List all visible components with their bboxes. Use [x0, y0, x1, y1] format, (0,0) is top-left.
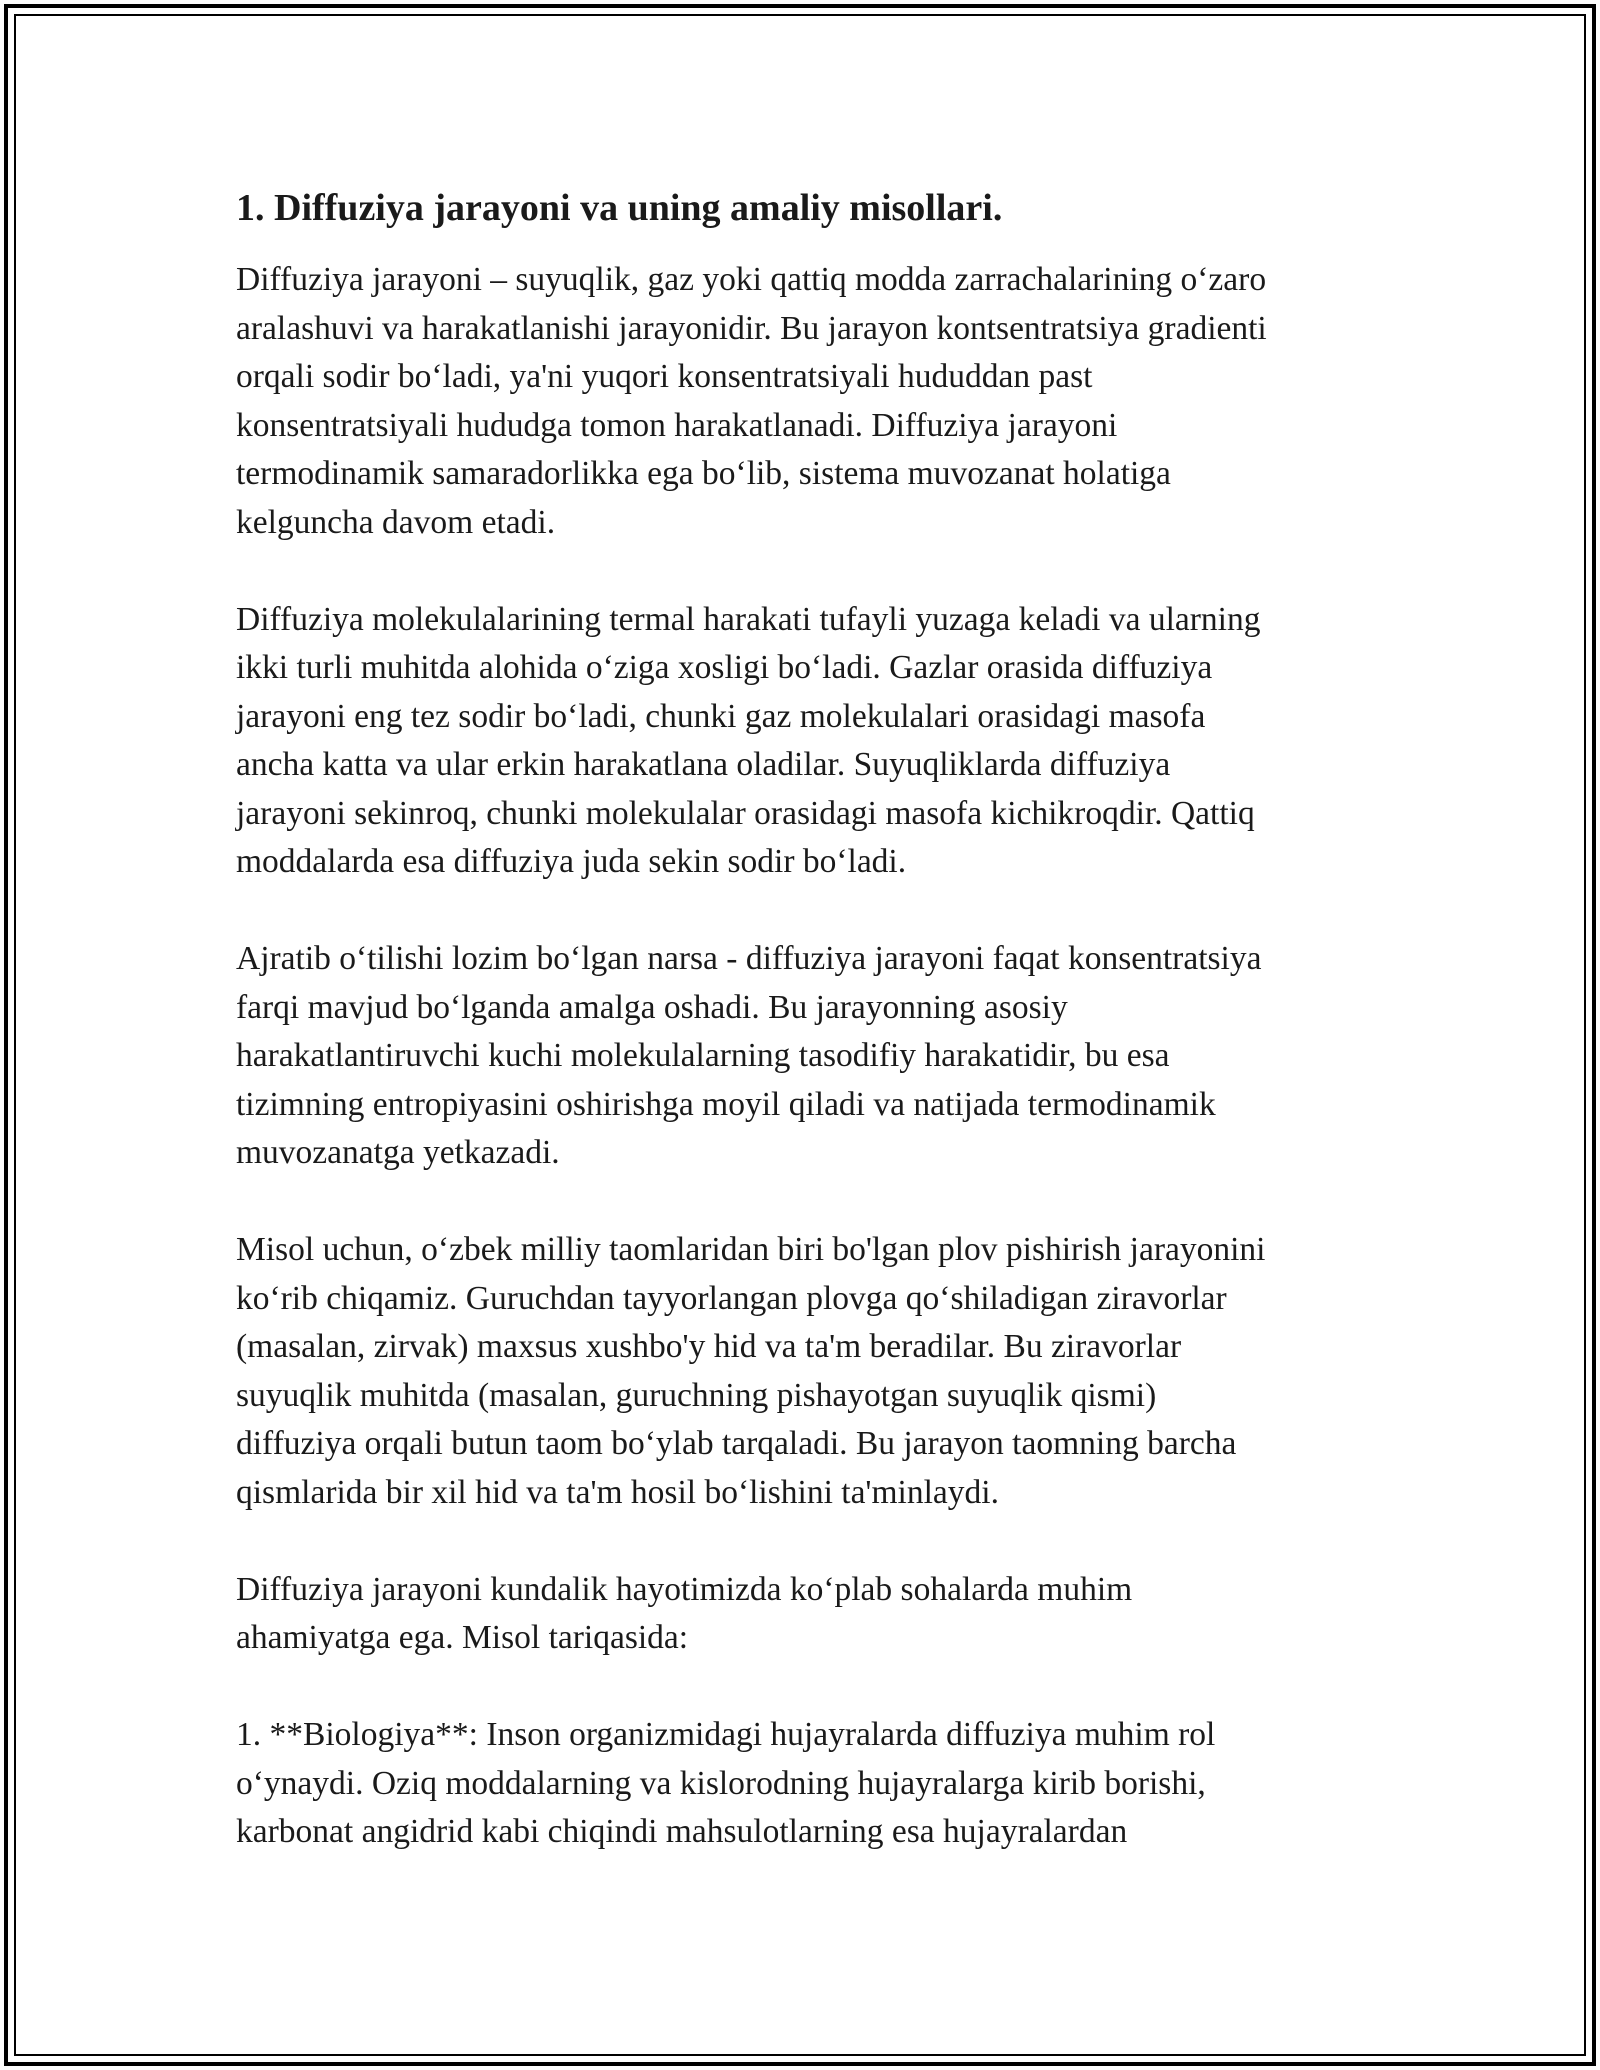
section-title: 1. Diffuziya jarayoni va uning amaliy misollari. [236, 187, 1003, 229]
paragraph-thermal-motion: Diffuziya molekulalarining termal harakati tufayli yuzaga keladi va ularning ikki turli muhitda alohida o‘ziga xosligi bo‘ladi. Gazlar orasida diffuziya jarayoni eng tez sodir bo‘ladi, chunki gaz molekulalari orasidagi masofa ancha katta va ular erkin harakatlana oladilar. Suyuqliklarda diffuziya jarayoni sekinroq, chunki molekulalar orasidagi masofa kichikroqdir. Qattiq moddalarda esa diffuziya juda sekin sodir bo‘ladi. [236, 600, 1261, 880]
paragraph-definition: Diffuziya jarayoni – suyuqlik, gaz yoki qattiq modda zarrachalarining o‘zaro aralashuvi va harakatlanishi jarayonidir. Bu jarayon kontsentratsiya gradienti orqali sodir bo‘ladi, ya'ni yuqori konsentratsiyali hududdan past konsentratsiyali hududga tomon harakatlanadi. Diffuziya jarayoni termodinamik samaradorlikka ega bo‘lib, sistema muvozanat holatiga kelguncha davom etadi. [236, 261, 1267, 541]
document-body [236, 182, 1406, 1905]
paragraph-concentration-difference: Ajratib o‘tilishi lozim bo‘lgan narsa - diffuziya jarayoni faqat konsentratsiya farqi mavjud bo‘lganda amalga oshadi. Bu jarayonning asosiy harakatlantiruvchi kuchi molekulalarning tasodifiy harakatidir, bu esa tizimning entropiyasini oshirishga moyil qiladi va natijada termodinamik muvozanatga yetkazadi. [236, 940, 1262, 1171]
paragraph-daily-life: Diffuziya jarayoni kundalik hayotimizda ko‘plab sohalarda muhim ahamiyatga ega. Misol tariqasida: [236, 1570, 1133, 1656]
paragraph-biology: 1. **Biologiya**: Inson organizmidagi hujayralarda diffuziya muhim rol o‘ynaydi. Oziq moddalarning va kislorodning hujayralarga kirib borishi, karbonat angidrid kabi chiqindi mahsulotlarning esa hujayralardan [236, 1716, 1216, 1850]
paragraph-plov-example: Misol uchun, o‘zbek milliy taomlaridan biri bo'lgan plov pishirish jarayonini ko‘rib chiqamiz. Guruchdan tayyorlangan plovga qo‘shiladigan ziravorlar (masalan, zirvak) maxsus xushbo'y hid va ta'm beradilar. Bu ziravorlar suyuqlik muhitda (masalan, guruchning pishayotgan suyuqlik qismi) diffuziya orqali butun taom bo‘ylab tarqaladi. Bu jarayon taomning barcha qismlarida bir xil hid va ta'm hosil bo‘lishini ta'minlaydi. [236, 1231, 1266, 1511]
